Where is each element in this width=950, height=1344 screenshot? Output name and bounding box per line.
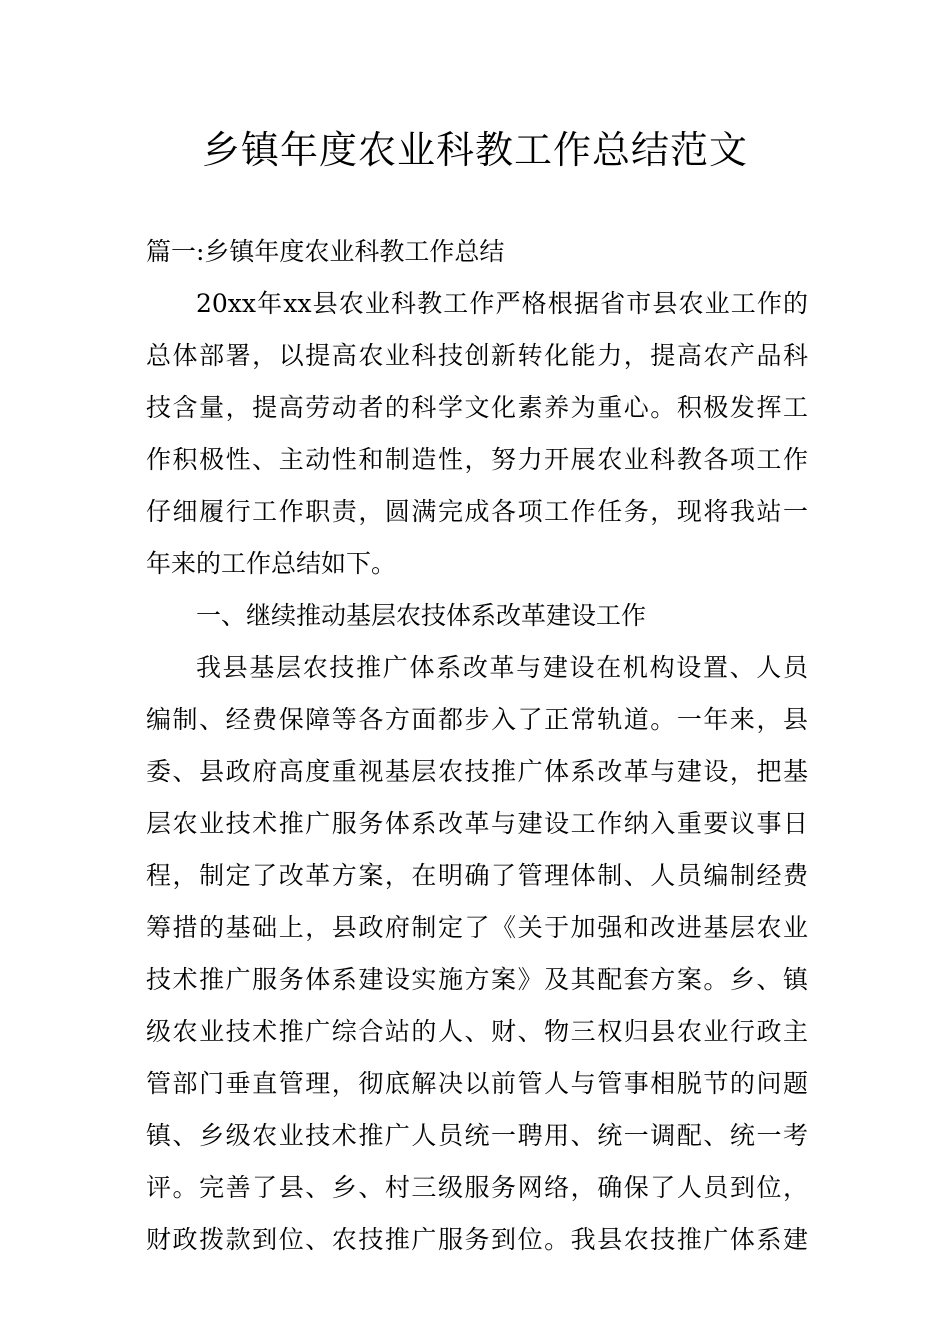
document-body (146, 226, 808, 1266)
paragraph-line: 评。完善了县、乡、村三级服务网络，确保了人员到位， (146, 1173, 808, 1202)
paragraph-line: 作积极性、主动性和制造性，努力开展农业科教各项工作 (146, 445, 808, 474)
paragraph-line: 技术推广服务体系建设实施方案》及其配套方案。乡、镇 (146, 965, 808, 994)
paragraph-line: 年来的工作总结如下。 (146, 549, 397, 578)
paragraph-line: 层农业技术推广服务体系改革与建设工作纳入重要议事日 (146, 809, 808, 838)
paragraph-line: 编制、经费保障等各方面都步入了正常轨道。一年来，县 (146, 705, 808, 734)
paragraph-line: 仔细履行工作职责，圆满完成各项工作任务，现将我站一 (146, 497, 808, 526)
paragraph-line: 我县基层农技推广体系改革与建设在机构设置、人员 (196, 653, 808, 682)
paragraph-line: 委、县政府高度重视基层农技推广体系改革与建设，把基 (146, 757, 808, 786)
section-heading: 篇一:乡镇年度农业科教工作总结 (146, 237, 505, 266)
document-title: 乡镇年度农业科教工作总结范文 (201, 128, 748, 172)
subsection-heading: 一、继续推动基层农技体系改革建设工作 (196, 601, 647, 630)
paragraph-line: 技含量，提高劳动者的科学文化素养为重心。积极发挥工 (146, 393, 808, 422)
paragraph-line: 镇、乡级农业技术推广人员统一聘用、统一调配、统一考 (146, 1121, 808, 1150)
paragraph-line: 总体部署，以提高农业科技创新转化能力，提高农产品科 (146, 341, 808, 370)
paragraph-line: 级农业技术推广综合站的人、财、物三权归县农业行政主 (146, 1017, 808, 1046)
paragraph-line: 管部门垂直管理，彻底解决以前管人与管事相脱节的问题 (146, 1069, 808, 1098)
paragraph-line: 财政拨款到位、农技推广服务到位。我县农技推广体系建 (146, 1225, 808, 1254)
paragraph-line: 20xx年xx县农业科教工作严格根据省市县农业工作的 (196, 289, 808, 318)
paragraph-line: 程，制定了改革方案，在明确了管理体制、人员编制经费 (146, 861, 808, 890)
paragraph-line: 筹措的基础上，县政府制定了《关于加强和改进基层农业 (146, 913, 808, 942)
